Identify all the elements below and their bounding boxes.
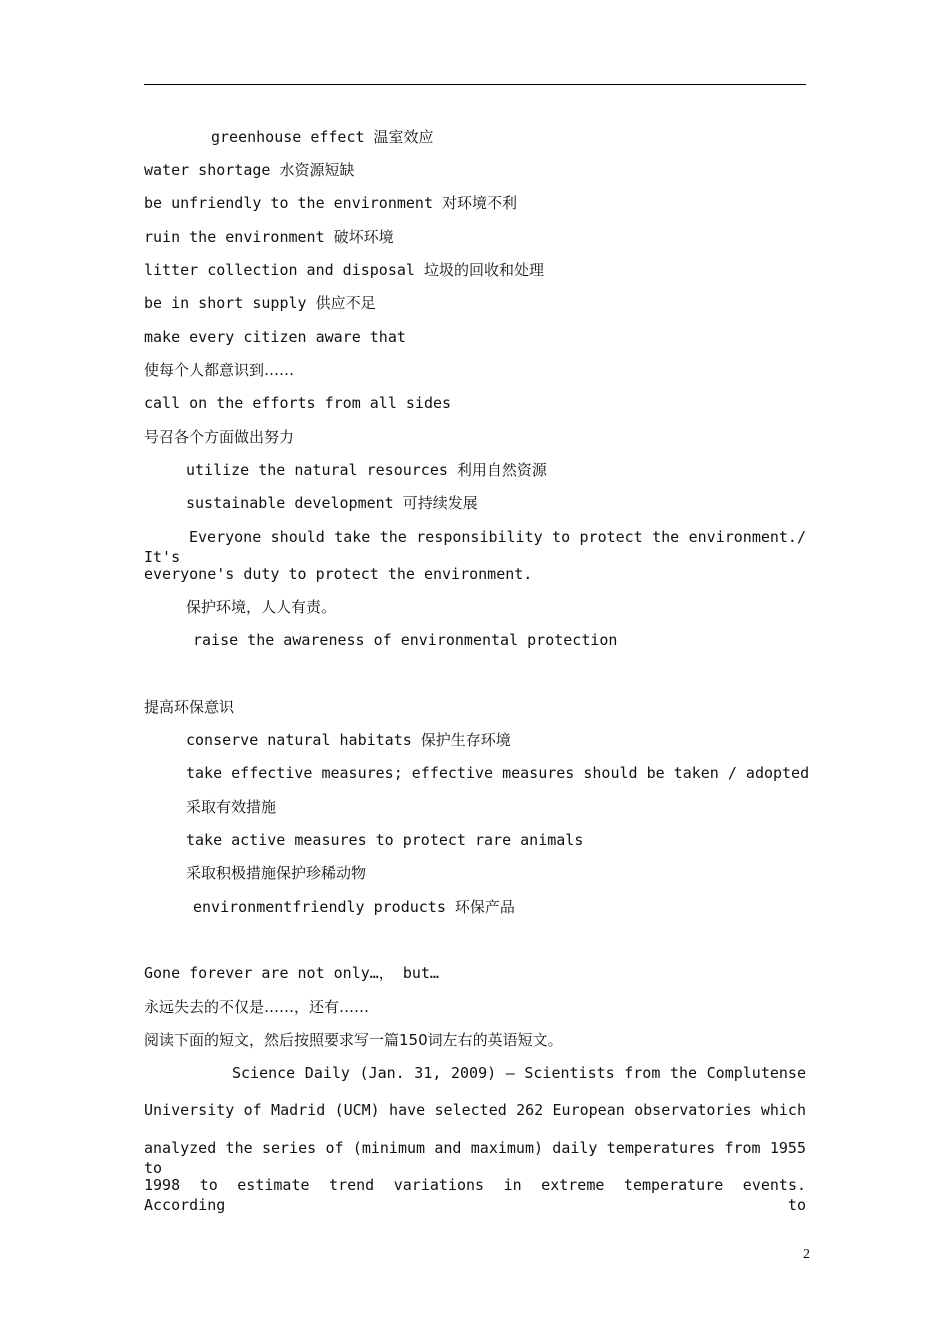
phrase-ruin-environment: ruin the environment 破坏环境 (144, 228, 394, 246)
phrase-gone-forever-cn: 永远失去的不仅是……，还有…… (144, 998, 370, 1016)
passage-line-3: analyzed the series of (minimum and maximum) daily temperatures from 1955 to (144, 1139, 806, 1177)
phrase-utilize-resources: utilize the natural resources 利用自然资源 (186, 461, 547, 479)
phrase-greenhouse-effect: greenhouse effect 温室效应 (211, 128, 434, 146)
phrase-litter-collection: litter collection and disposal 垃圾的回收和处理 (144, 261, 544, 279)
phrase-call-on-efforts: call on the efforts from all sides (144, 394, 452, 412)
phrase-raise-awareness: raise the awareness of environmental protection (193, 631, 618, 649)
page-number: 2 (803, 1247, 810, 1262)
phrase-water-shortage: water shortage 水资源短缺 (144, 161, 355, 179)
passage-line-4: 1998 to estimate trend variations in extreme temperature events. According to (144, 1176, 806, 1214)
phrase-raise-awareness-cn: 提高环保意识 (144, 698, 235, 716)
phrase-friendly-products: environmentfriendly products 环保产品 (193, 898, 515, 916)
phrase-gone-forever: Gone forever are not only…， but… (144, 964, 439, 982)
passage-line-2: University of Madrid (UCM) have selected 262 European observatories which (144, 1101, 806, 1119)
phrase-effective-measures-cn: 采取有效措施 (186, 798, 277, 816)
phrase-citizen-aware-cn: 使每个人都意识到…… (144, 361, 295, 379)
phrase-citizen-aware: make every citizen aware that (144, 328, 406, 346)
phrase-sustainable-development: sustainable development 可持续发展 (186, 494, 478, 512)
phrase-active-measures: take active measures to protect rare animals (186, 831, 584, 849)
phrase-short-supply: be in short supply 供应不足 (144, 294, 376, 312)
phrase-conserve-habitats: conserve natural habitats 保护生存环境 (186, 731, 511, 749)
phrase-call-on-efforts-cn: 号召各个方面做出努力 (144, 428, 295, 446)
sentence-responsibility-line1: Everyone should take the responsibility to protect the environment./ It's (144, 528, 806, 566)
header-rule (144, 84, 806, 85)
sentence-responsibility-line2: everyone's duty to protect the environment. (144, 565, 533, 583)
passage-line-1: Science Daily (Jan. 31, 2009) — Scientists from the Complutense (232, 1064, 806, 1082)
writing-instruction: 阅读下面的短文，然后按照要求写一篇150词左右的英语短文。 (144, 1031, 563, 1049)
phrase-active-measures-cn: 采取积极措施保护珍稀动物 (186, 864, 367, 882)
phrase-unfriendly-environment: be unfriendly to the environment 对环境不利 (144, 194, 518, 212)
phrase-effective-measures: take effective measures; effective measures should be taken / adopted (186, 764, 810, 782)
sentence-responsibility-cn: 保护环境，人人有责。 (186, 598, 337, 616)
